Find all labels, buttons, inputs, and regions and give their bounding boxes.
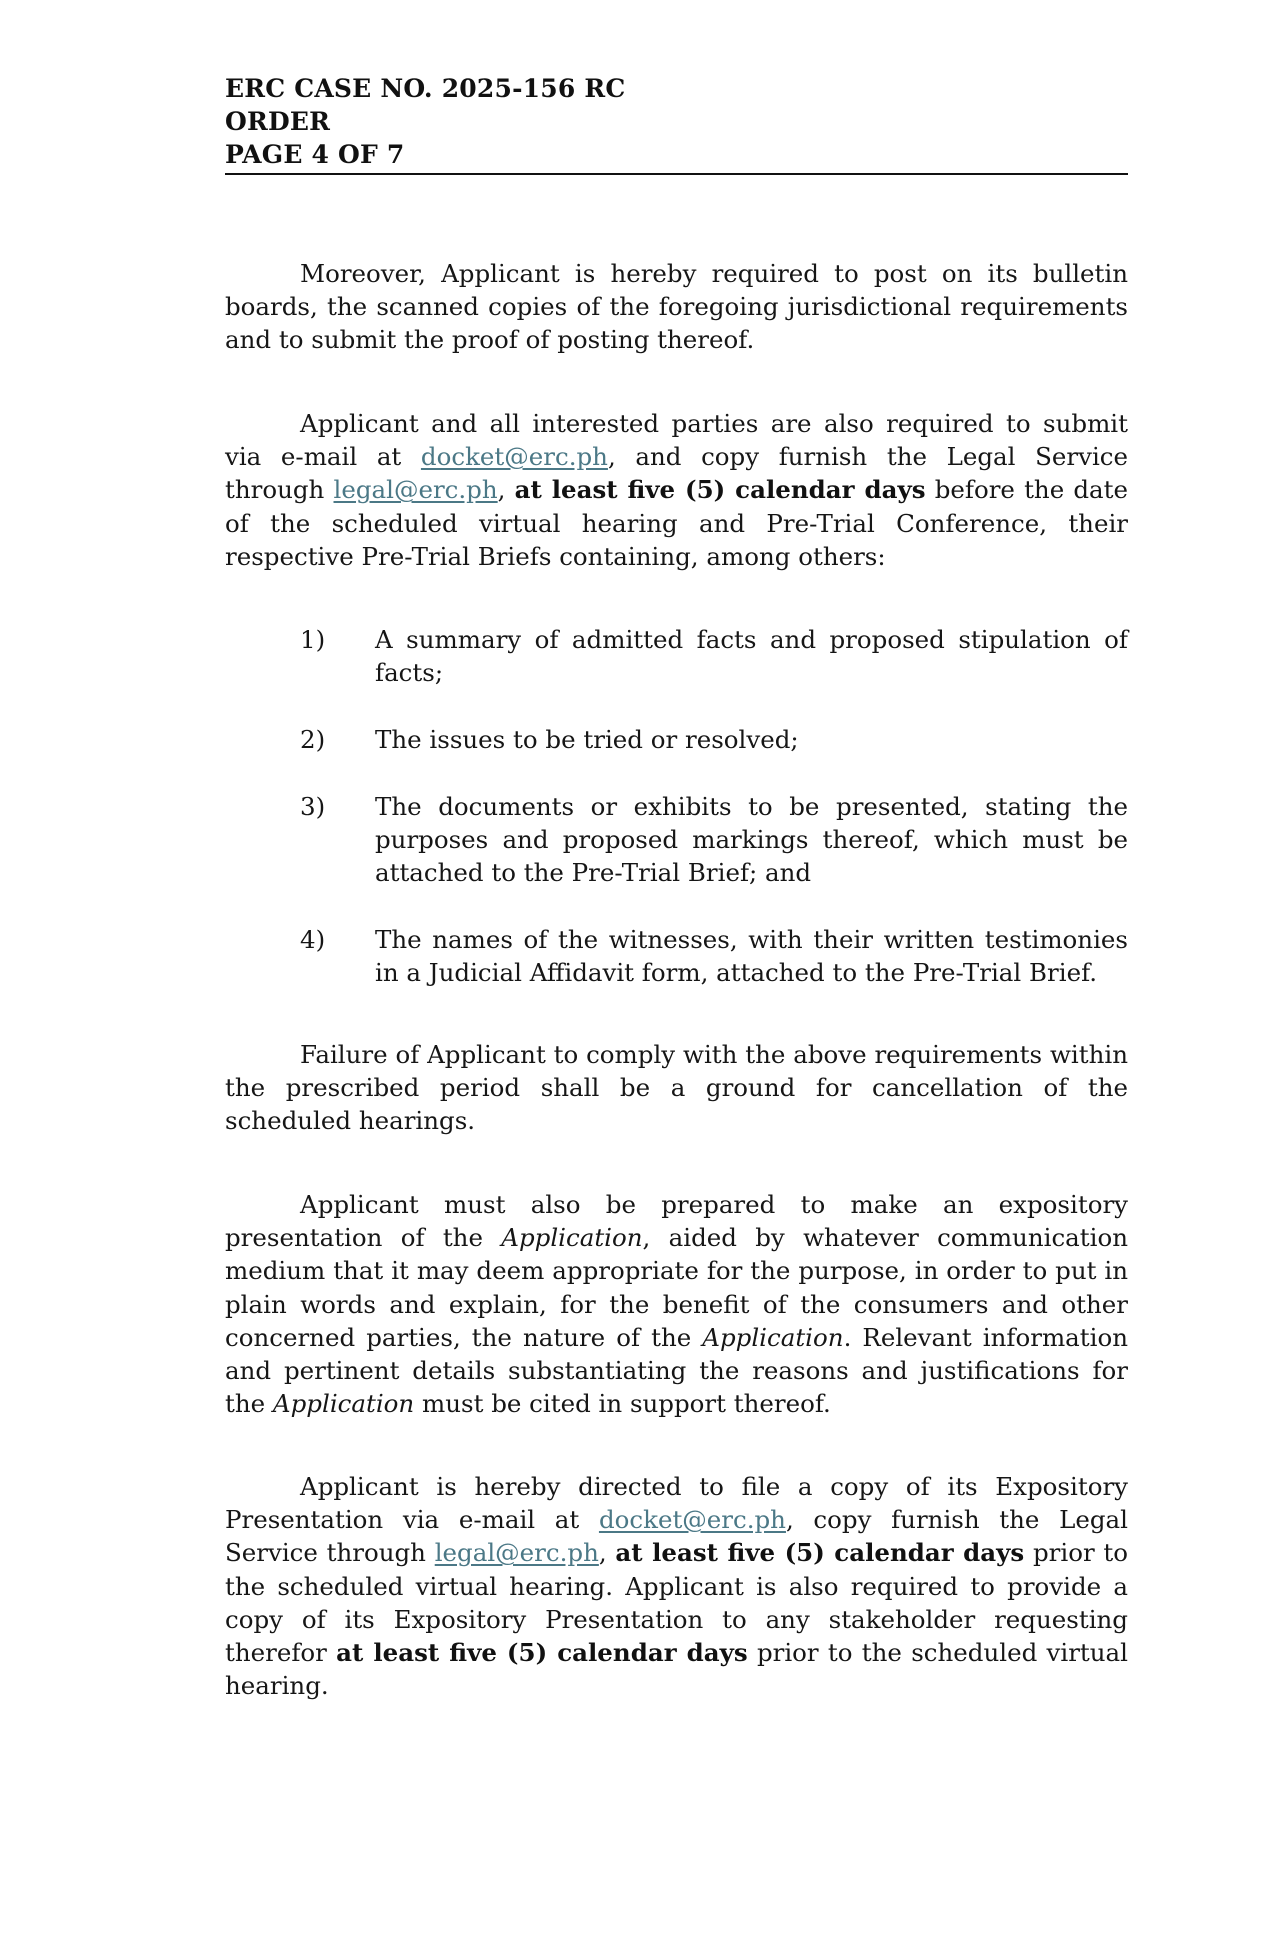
paragraph-text: must be cited in support thereof. xyxy=(414,1389,831,1419)
case-number: ERC CASE NO. 2025-156 RC xyxy=(225,74,626,103)
legal-email-link[interactable]: legal@erc.ph xyxy=(434,1538,599,1568)
paragraph-posting-requirement xyxy=(225,257,1128,357)
paragraph-failure-to-comply xyxy=(225,1038,1128,1138)
legal-email-link[interactable]: legal@erc.ph xyxy=(333,475,498,505)
paragraph-text: Applicant is hereby directed to file a copy of its Expository Presentation via e-mail at xyxy=(225,1472,1128,1535)
docket-email-link[interactable]: docket@erc.ph xyxy=(420,442,608,472)
paragraph-text: Applicant and all interested parties are also required to submit via e-mail at xyxy=(225,409,1128,472)
list-item xyxy=(300,623,1128,689)
page-header xyxy=(225,72,1128,175)
list-text: The names of the witnesses, with their written testimonies in a Judicial Affidavit form, attached to the Pre-Trial Brief. xyxy=(375,925,1128,988)
paragraph-text: , xyxy=(497,475,515,505)
deadline-emphasis: at least five (5) calendar days xyxy=(336,1638,748,1668)
application-term: Application xyxy=(272,1389,415,1419)
paragraph-text: . Relevant information and pertinent details substantiating the reasons and justifications for the xyxy=(225,1322,1128,1419)
document-type: ORDER xyxy=(225,107,331,136)
paragraph-text: prior to the scheduled virtual hearing. xyxy=(225,1638,1129,1701)
paragraph-text: , and copy furnish the Legal Service through xyxy=(225,442,1129,505)
paragraph-text: Moreover, Applicant is hereby required to post on its bulletin boards, the scanned copies of the foregoing jurisdictional requirements and to submit the proof of posting thereof. xyxy=(225,259,1128,355)
paragraph-text: , xyxy=(598,1538,616,1568)
list-text: The documents or exhibits to be presented, stating the purposes and proposed markings thereof, which must be attached to the Pre-Trial Brief; and xyxy=(375,792,1128,888)
paragraph-text: Applicant must also be prepared to make an expository presentation of the xyxy=(225,1190,1128,1253)
list-text: A summary of admitted facts and proposed stipulation of facts; xyxy=(375,625,1128,688)
paragraph-text: , copy furnish the Legal Service through xyxy=(225,1505,1128,1568)
paragraph-text: Failure of Applicant to comply with the above requirements within the prescribed period shall be a ground for cancellation of the scheduled hearings. xyxy=(225,1040,1128,1136)
list-item xyxy=(300,790,1128,890)
list-number: 4) xyxy=(300,925,326,954)
list-number: 2) xyxy=(300,725,326,754)
docket-email-link[interactable]: docket@erc.ph xyxy=(598,1505,786,1535)
list-item xyxy=(300,723,1128,756)
list-number: 3) xyxy=(300,792,326,821)
list-item xyxy=(300,923,1128,989)
list-number: 1) xyxy=(300,625,326,654)
application-term: Application xyxy=(501,1223,643,1253)
page-indicator: PAGE 4 OF 7 xyxy=(225,140,405,169)
application-term: Application xyxy=(702,1322,844,1352)
paragraph-expository-presentation xyxy=(225,1188,1128,1420)
deadline-emphasis: at least five (5) calendar days xyxy=(615,1538,1025,1568)
paragraph-filing-directive xyxy=(225,1470,1128,1702)
deadline-emphasis: at least five (5) calendar days xyxy=(514,475,926,505)
paragraph-text: prior to the scheduled virtual hearing. Applicant is also required to provide a copy of its Expository Presentation to any stakeholder requesting therefor xyxy=(225,1538,1128,1668)
paragraph-text: before the date of the scheduled virtual hearing and Pre-Trial Conference, their respective Pre-Trial Briefs containing, among others: xyxy=(225,475,1128,571)
paragraph-text: , aided by whatever communication medium that it may deem appropriate for the purpose, in order to put in plain words and explain, for the benefit of the consumers and other concerned parties, the nature of the xyxy=(225,1223,1128,1352)
paragraph-pretrial-briefs xyxy=(225,407,1128,573)
list-text: The issues to be tried or resolved; xyxy=(375,725,799,754)
